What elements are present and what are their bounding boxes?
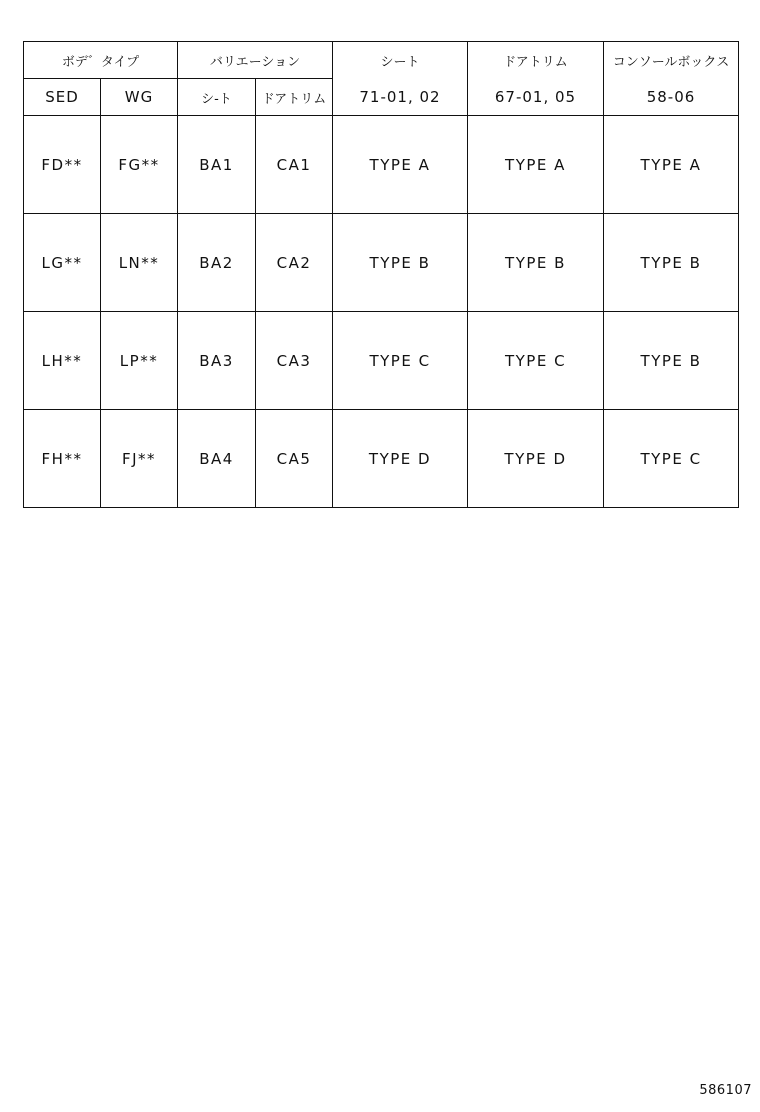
cell-var-door: CA3 <box>256 312 333 410</box>
cell-sed: FD** <box>24 116 101 214</box>
cell-var-door: CA5 <box>256 410 333 508</box>
reference-number: 586107 <box>699 1083 752 1098</box>
door-trim-code: 67-01, 05 <box>468 79 604 116</box>
cell-wg: FJ** <box>101 410 178 508</box>
cell-door-trim: TYPE C <box>468 312 604 410</box>
header-console-box: コンソールボックス <box>604 42 739 79</box>
header-door-trim: ドアトリム <box>468 42 604 79</box>
cell-var-door: CA1 <box>256 116 333 214</box>
cell-var-seat: BA4 <box>178 410 256 508</box>
cell-console-box: TYPE A <box>604 116 739 214</box>
cell-sed: LG** <box>24 214 101 312</box>
cell-var-seat: BA3 <box>178 312 256 410</box>
cell-console-box: TYPE C <box>604 410 739 508</box>
subheader-sed: SED <box>24 79 101 116</box>
cell-var-seat: BA2 <box>178 214 256 312</box>
table-row <box>24 214 739 312</box>
seat-code: 71-01, 02 <box>333 79 468 116</box>
cell-wg: FG** <box>101 116 178 214</box>
cell-var-seat: BA1 <box>178 116 256 214</box>
subheader-var-seat: シ-ト <box>178 79 256 116</box>
cell-sed: LH** <box>24 312 101 410</box>
header-row <box>24 42 739 79</box>
table-row <box>24 312 739 410</box>
cell-seat: TYPE D <box>333 410 468 508</box>
header-variation: バリエーション <box>178 42 333 79</box>
console-box-code: 58-06 <box>604 79 739 116</box>
cell-wg: LP** <box>101 312 178 410</box>
cell-wg: LN** <box>101 214 178 312</box>
cell-door-trim: TYPE D <box>468 410 604 508</box>
subheader-var-door-trim: ドアトリム <box>256 79 333 116</box>
cell-seat: TYPE A <box>333 116 468 214</box>
cell-console-box: TYPE B <box>604 214 739 312</box>
cell-var-door: CA2 <box>256 214 333 312</box>
cell-seat: TYPE B <box>333 214 468 312</box>
cell-console-box: TYPE B <box>604 312 739 410</box>
cell-sed: FH** <box>24 410 101 508</box>
cell-seat: TYPE C <box>333 312 468 410</box>
cell-door-trim: TYPE A <box>468 116 604 214</box>
subheader-row <box>24 79 739 116</box>
subheader-wg: WG <box>101 79 178 116</box>
header-seat: シート <box>333 42 468 79</box>
cell-door-trim: TYPE B <box>468 214 604 312</box>
header-body-type: ボデ゛タイプ <box>24 42 178 79</box>
table-row <box>24 410 739 508</box>
variation-table <box>23 41 739 508</box>
table-row <box>24 116 739 214</box>
